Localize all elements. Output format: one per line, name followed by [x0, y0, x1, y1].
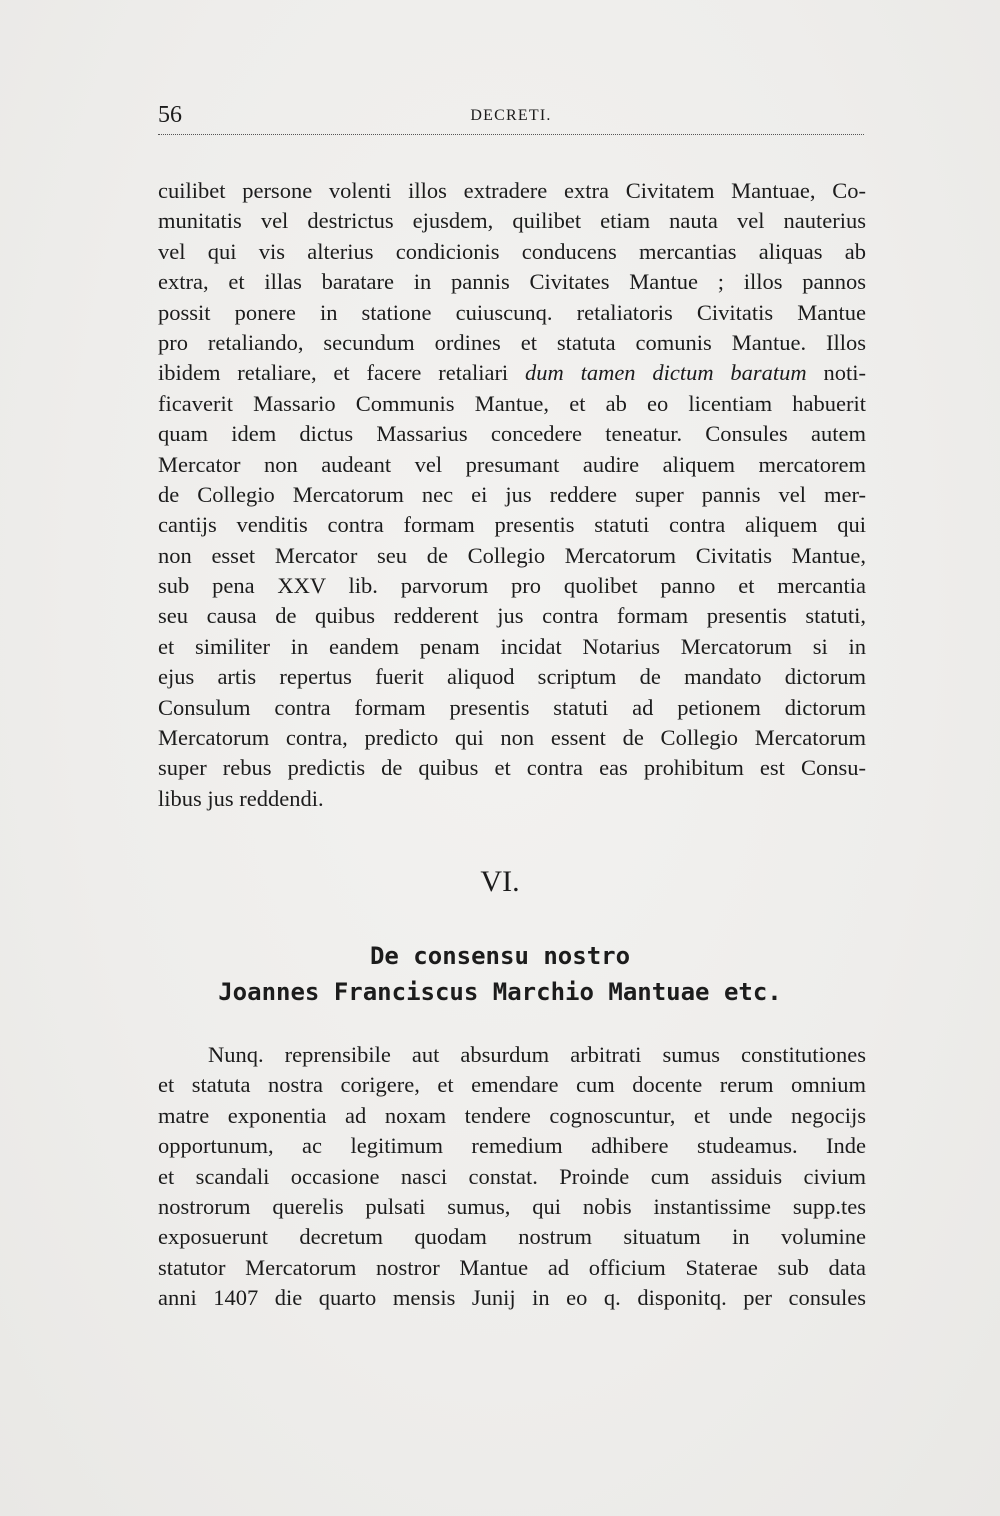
text-line: cantijs venditis contra formam presentis statuti contra aliquem qui — [158, 512, 866, 538]
text-segment: noti- — [806, 360, 866, 386]
section-heading-line-2: Joannes Franciscus Marchio Mantuae etc. — [218, 978, 782, 1006]
text-line: non esset Mercator seu de Collegio Mercatorum Civitatis Mantue, — [158, 542, 866, 568]
text-line: libus jus reddendi. — [158, 785, 324, 811]
text-line: Mercatorum contra, predicto qui non essent de Collegio Mercatorum — [158, 725, 866, 751]
italic-phrase: dum tamen dictum baratum — [525, 360, 807, 386]
running-head — [158, 100, 864, 130]
text-line: nostrorum querelis pulsati sumus, qui nobis instantissime supp.tes — [158, 1193, 866, 1219]
text-line: ejus artis repertus fuerit aliquod scriptum de mandato dictorum — [158, 664, 866, 690]
text-line: sub pena XXV lib. parvorum pro quolibet panno et mercantia — [158, 573, 866, 599]
text-line: anni 1407 die quarto mensis Junij in eo q. disponitq. per consules — [158, 1285, 866, 1311]
text-line: et similiter in eandem penam incidat Notarius Mercatorum si in — [158, 633, 866, 659]
text-line: matre exponentia ad noxam tendere cognoscuntur, et unde negocijs — [158, 1102, 866, 1128]
text-line: seu causa de quibus redderent jus contra formam presentis statuti, — [158, 603, 866, 629]
text-line: exposuerunt decretum quodam nostrum situatum in volumine — [158, 1224, 866, 1250]
text-line: super rebus predictis de quibus et contra eas prohibitum est Consu- — [158, 755, 866, 781]
text-line: pro retaliando, secundum ordines et statuta comunis Mantue. Illos — [158, 329, 866, 355]
text-line: ficaverit Massario Communis Mantue, et ab eo licentiam habuerit — [158, 390, 866, 416]
text-line: extra, et illas baratare in pannis Civitates Mantue ; illos pannos — [158, 269, 866, 295]
section-heading-line-1: De consensu nostro — [369, 942, 631, 970]
page-number: 56 — [158, 102, 182, 128]
text-line: munitatis vel destrictus ejusdem, quilibet etiam nauta vel nauterius — [158, 208, 866, 234]
text-line — [158, 358, 866, 388]
text-line: vel qui vis alterius condicionis conducens mercantias aliquas ab — [158, 238, 866, 264]
text-line: cuilibet persone volenti illos extradere extra Civitatem Mantuae, Co- — [158, 178, 866, 203]
header-rule — [158, 134, 864, 135]
paragraph-1 — [158, 176, 866, 814]
text-line: et scandali occasione nasci constat. Proinde cum assiduis civium — [158, 1163, 866, 1189]
section-number: VI. — [480, 865, 520, 898]
text-line: statutor Mercatorum nostror Mantue ad officium Staterae sub data — [158, 1254, 866, 1280]
text-line: de Collegio Mercatorum nec ei jus reddere super pannis vel mer- — [158, 481, 866, 507]
paragraph-2 — [158, 1040, 866, 1314]
text-segment: ibidem retaliare, et facere retaliari — [158, 360, 525, 386]
text-line: possit ponere in statione cuiuscunq. retaliatoris Civitatis Mantue — [158, 299, 866, 325]
text-line: Nunq. reprensibile aut absurdum arbitrati sumus constitutiones — [208, 1042, 866, 1067]
text-line: opportunum, ac legitimum remedium adhibere studeamus. Inde — [158, 1133, 866, 1159]
text-line: quam idem dictus Massarius concedere teneatur. Consules autem — [158, 421, 866, 447]
text-line: et statuta nostra corigere, et emendare cum docente rerum omnium — [158, 1072, 866, 1098]
running-title: DECRETI. — [470, 107, 552, 124]
text-line: Mercator non audeant vel presumant audire aliquem mercatorem — [158, 451, 866, 477]
text-line: Consulum contra formam presentis statuti ad petionem dictorum — [158, 694, 866, 720]
